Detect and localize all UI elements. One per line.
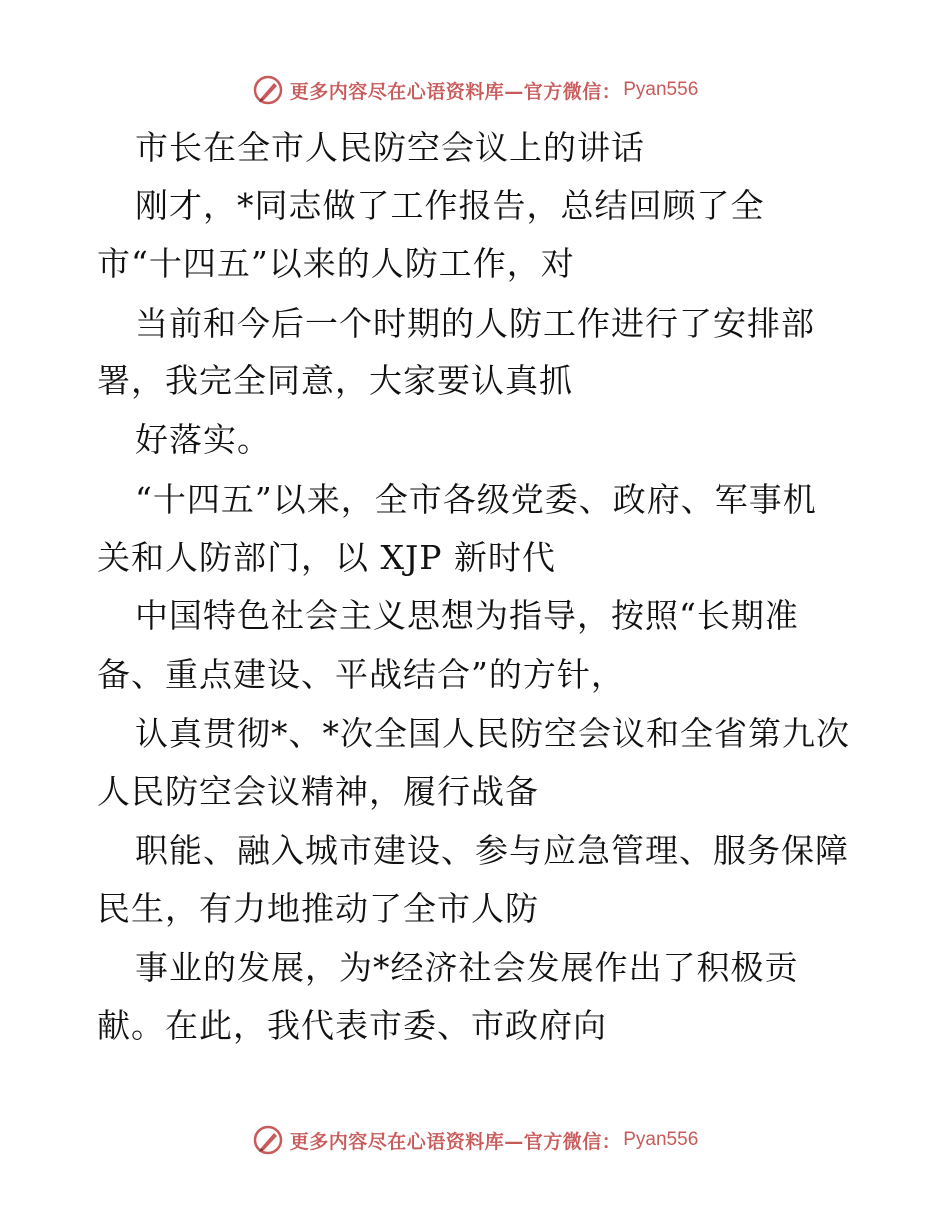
body-line: 民生，有力地推动了全市人防 [97, 889, 539, 928]
pen-logo-icon [252, 74, 284, 106]
body-line: 事业的发展，为*经济社会发展作出了积极贡 [135, 948, 799, 987]
watermark-text: 更多内容尽在心语资料库—官方微信： [289, 1130, 622, 1153]
body-line: 人民防空会议精神，履行战备 [97, 772, 539, 811]
body-line: 当前和今后一个时期的人防工作进行了安排部 [135, 304, 815, 343]
document-title: 市长在全市人民防空会议上的讲话 [135, 128, 645, 167]
body-line: 好落实。 [135, 420, 271, 459]
footer-watermark [0, 1120, 950, 1160]
body-line: 署，我完全同意，大家要认真抓 [97, 361, 573, 400]
body-line: 认真贯彻*、*次全国人民防空会议和全省第九次 [135, 714, 850, 753]
body-line: 献。在此，我代表市委、市政府向 [97, 1006, 607, 1045]
body-line: 备、重点建设、平战结合”的方针， [97, 655, 625, 694]
body-line: 刚才，*同志做了工作报告，总结回顾了全 [135, 186, 765, 225]
watermark-wechat-id: Pyan556 [623, 1129, 699, 1150]
body-line: “十四五”以来，全市各级党委、政府、军事机 [135, 480, 817, 519]
header-watermark [0, 70, 950, 110]
pen-logo-icon [252, 1124, 284, 1156]
body-line: 职能、融入城市建设、参与应急管理、服务保障 [135, 831, 849, 870]
body-line: 中国特色社会主义思想为指导，按照“长期准 [135, 596, 799, 635]
watermark-wechat-id: Pyan556 [623, 79, 699, 100]
watermark-text: 更多内容尽在心语资料库—官方微信： [289, 80, 622, 103]
body-line: 关和人防部门，以 XJP 新时代 [97, 538, 556, 577]
body-line: 市“十四五”以来的人防工作，对 [97, 244, 575, 283]
